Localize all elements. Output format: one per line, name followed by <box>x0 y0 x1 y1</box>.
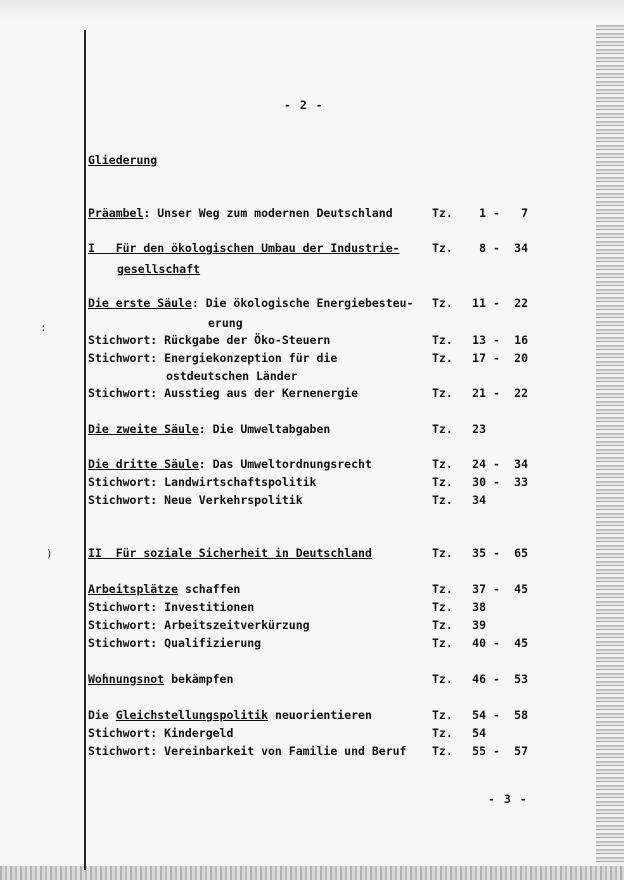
tz-from: 54 <box>472 726 486 740</box>
tz-label: Tz. <box>432 333 453 347</box>
tz-from: 8 <box>479 241 486 255</box>
tz-to: 45 <box>514 636 528 650</box>
tz-label: Tz. <box>432 386 453 400</box>
tz-from: 23 <box>472 422 486 436</box>
tz-dash: - <box>493 546 500 560</box>
bottom-page-number: - 3 - <box>488 792 528 806</box>
tz-from: 1 <box>479 206 486 220</box>
toc-entry-stichwort: Stichwort: Investitionen Tz. 38 <box>88 600 486 614</box>
tz-label: Tz. <box>432 546 453 560</box>
tz-dash: - <box>493 744 500 758</box>
tz-to: 20 <box>514 351 528 365</box>
tz-from: 21 <box>472 386 486 400</box>
tz-from: 40 <box>472 636 486 650</box>
toc-entry-praeambel: Präambel: Unser Weg zum modernen Deutschland Tz. 1 - 7 <box>88 206 528 220</box>
tz-dash: - <box>493 241 500 255</box>
tz-dash: - <box>493 672 500 686</box>
toc-entry-stichwort: Stichwort: Neue Verkehrspolitik Tz. 34 <box>88 493 486 507</box>
tz-to: 33 <box>514 475 528 489</box>
tz-to: 34 <box>514 241 528 255</box>
tz-to: 53 <box>514 672 528 686</box>
tz-to: 7 <box>521 206 528 220</box>
tz-to: 22 <box>514 386 528 400</box>
toc-entry-gleichstellung: Die Gleichstellungspolitik neuorientieren Tz. 54 - 58 <box>88 708 528 722</box>
toc-entry-stichwort: Stichwort: Qualifizierung Tz. 40 - 45 <box>88 636 528 650</box>
tz-dash: - <box>493 333 500 347</box>
tz-from: 17 <box>472 351 486 365</box>
toc-entry-saeule-3: Die dritte Säule: Das Umweltordnungsrecht Tz. 24 - 34 <box>88 457 528 471</box>
toc-entry-stichwort: Stichwort: Arbeitszeitverkürzung Tz. 39 <box>88 618 486 632</box>
toc-entry-arbeitsplaetze: Arbeitsplätze schaffen Tz. 37 - 45 <box>88 582 528 596</box>
tz-label: Tz. <box>432 296 453 310</box>
toc-entry-saeule-2: Die zweite Säule: Die Umweltabgaben Tz. 23 <box>88 422 486 436</box>
tz-dash: - <box>493 457 500 471</box>
tz-label: Tz. <box>432 351 453 365</box>
tz-dash: - <box>493 475 500 489</box>
tz-label: Tz. <box>432 708 453 722</box>
tz-label: Tz. <box>432 457 453 471</box>
scan-right-edge <box>596 25 624 865</box>
toc-entry-stichwort: Stichwort: Energiekonzeption für die Tz. 17 - 20 <box>88 351 528 365</box>
tz-to: 58 <box>514 708 528 722</box>
toc-link: Die zweite Säule <box>88 422 199 436</box>
tz-label: Tz. <box>432 636 453 650</box>
toc-entry-stichwort: Stichwort: Landwirtschaftspolitik Tz. 30 - 33 <box>88 475 528 489</box>
toc-link: II Für soziale Sicherheit in Deutschland <box>88 546 372 560</box>
toc-link: Präambel <box>88 206 144 220</box>
tz-dash: - <box>493 206 500 220</box>
margin-mark: ) <box>46 547 53 560</box>
tz-label: Tz. <box>432 493 453 507</box>
toc-link: Gleichstellungspolitik <box>115 708 269 722</box>
tz-label: Tz. <box>432 475 453 489</box>
toc-entry-stichwort: Stichwort: Ausstieg aus der Kernenergie Tz. 21 - 22 <box>88 386 528 400</box>
tz-label: Tz. <box>432 582 453 596</box>
tz-label: Tz. <box>432 206 453 220</box>
scan-top-edge <box>0 0 624 22</box>
tz-to: 22 <box>514 296 528 310</box>
toc-link: Die erste Säule <box>88 296 192 310</box>
tz-to: 57 <box>514 744 528 758</box>
page-title: Gliederung <box>88 153 158 167</box>
tz-label: Tz. <box>432 241 453 255</box>
tz-dash: - <box>493 582 500 596</box>
tz-to: 34 <box>514 457 528 471</box>
toc-entry-part-1 <box>88 241 528 259</box>
margin-rule <box>84 30 86 870</box>
tz-dash: - <box>493 636 500 650</box>
tz-label: Tz. <box>432 672 453 686</box>
toc-entry-part-2 <box>88 546 528 564</box>
tz-to: 45 <box>514 582 528 596</box>
toc-entry-wohnungsnot: Wohnungsnot bekämpfen Tz. 46 - 53 <box>88 672 528 686</box>
margin-mark: : <box>40 321 47 334</box>
toc-entry-stichwort: Stichwort: Vereinbarkeit von Familie und Beruf Tz. 55 - 57 <box>88 744 528 758</box>
toc-continuation: ostdeutschen Länder <box>166 369 298 383</box>
tz-from: 35 <box>472 546 486 560</box>
tz-from: 11 <box>472 296 486 310</box>
toc-link: I Für den ökologischen Umbau der Industrie- <box>88 241 400 255</box>
tz-dash: - <box>493 296 500 310</box>
toc-continuation: gesellschaft <box>117 262 201 276</box>
tz-from: 13 <box>472 333 486 347</box>
tz-from: 34 <box>472 493 486 507</box>
toc-link: Die dritte Säule <box>88 457 199 471</box>
tz-from: 37 <box>472 582 486 596</box>
toc-entry-stichwort: Stichwort: Kindergeld Tz. 54 <box>88 726 486 740</box>
tz-label: Tz. <box>432 744 453 758</box>
tz-to: 16 <box>514 333 528 347</box>
toc-continuation: erung <box>208 316 243 330</box>
toc-entry-stichwort: Stichwort: Rückgabe der Öko-Steuern Tz. 13 - 16 <box>88 333 528 347</box>
tz-dash: - <box>493 351 500 365</box>
tz-from: 54 <box>472 708 486 722</box>
tz-to: 65 <box>514 546 528 560</box>
tz-dash: - <box>493 708 500 722</box>
tz-from: 38 <box>472 600 486 614</box>
scan-bottom-edge <box>0 866 624 880</box>
tz-from: 30 <box>472 475 486 489</box>
tz-from: 39 <box>472 618 486 632</box>
toc-entry-saeule-1: Die erste Säule: Die ökologische Energiebesteu- Tz. 11 - 22 <box>88 296 528 310</box>
toc-link: Wohnungsnot <box>88 672 165 686</box>
tz-from: 46 <box>472 672 486 686</box>
tz-label: Tz. <box>432 422 453 436</box>
toc-link: Arbeitsplätze <box>88 582 179 596</box>
tz-dash: - <box>493 386 500 400</box>
top-page-number: - 2 - <box>284 98 324 112</box>
tz-from: 55 <box>472 744 486 758</box>
tz-label: Tz. <box>432 600 453 614</box>
tz-from: 24 <box>472 457 486 471</box>
tz-label: Tz. <box>432 618 453 632</box>
tz-label: Tz. <box>432 726 453 740</box>
